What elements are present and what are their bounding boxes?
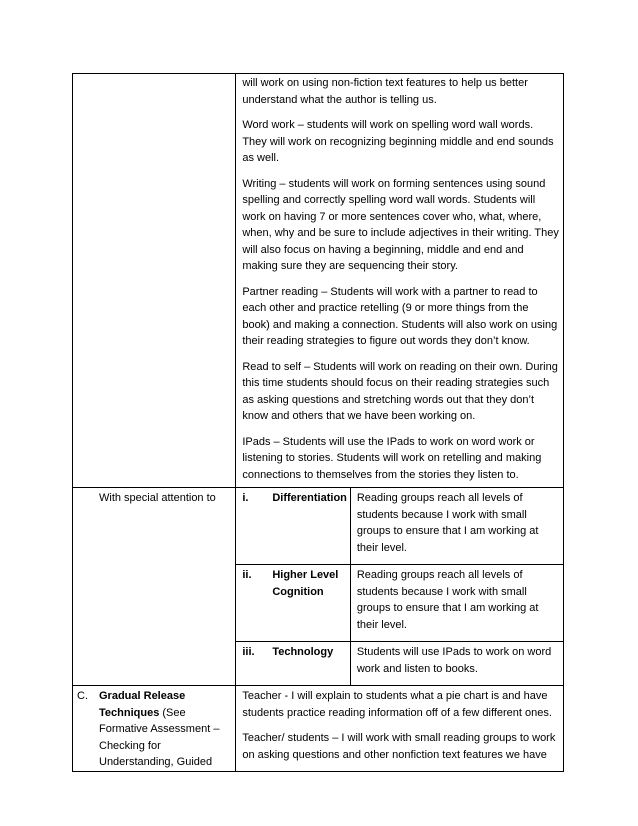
teacher-students-paragraph: Teacher/ students – I will work with small reading groups to work on asking questions and other nonfiction text features we have: [242, 732, 556, 761]
partner-reading-paragraph: Partner reading – Students will work with a partner to read to each other and practice retelling (9 or more things from the book) and making a connection. Students will also work on using their reading strategies to figure out words they don’t know.: [242, 285, 558, 347]
item-number: i.: [242, 492, 249, 504]
writing-paragraph: Writing – students will work on forming sentences using sound spelling and correctly spelling word wall words. Students will work on having 7 or more sentences cover who, what, where, when, why and be sure to include adjectives in their writing. They will also focus on having a beginning, middle and end and making sure they are sequencing their story.: [242, 177, 559, 272]
item-description: Reading groups reach all levels of students because I work with small groups to ensure that I am working at their level.: [350, 565, 563, 642]
item-number: iii.: [236, 642, 268, 686]
technology-row: [236, 642, 563, 686]
section-letter: C.: [77, 690, 88, 702]
continued-paragraph: will work on using non-fiction text features to help us better understand what the author is telling us.: [242, 77, 528, 106]
item-title: Technology: [268, 642, 350, 686]
gradual-release-row: [73, 686, 564, 772]
special-attention-cell: [236, 488, 564, 686]
teacher-paragraph: Teacher - I will explain to students what a pie chart is and have students practice reading information off of a few different ones.: [242, 690, 552, 719]
ipads-paragraph: IPads – Students will use the IPads to work on word work or listening to stories. Students will work on retelling and making connections to themselves from the stories they listen to.: [242, 435, 542, 481]
activities-cell: [236, 74, 564, 488]
item-title: Higher Level Cognition: [268, 565, 350, 642]
lesson-plan-table: [72, 73, 564, 772]
section-title-rest: (See Formative Assessment – Checking for Understanding, Guided: [99, 706, 220, 768]
gradual-release-label-cell: [73, 686, 236, 772]
word-work-paragraph: Word work – students will work on spelling word wall words. They will work on recognizing beginning middle and end sounds as well.: [242, 119, 554, 164]
section-title: [99, 688, 231, 771]
differentiation-row: [236, 488, 563, 565]
section-title-bold: Gradual Release Techniques: [99, 690, 186, 719]
special-attention-label: With special attention to: [73, 488, 236, 686]
higher-level-cognition-row: [236, 565, 563, 642]
activities-row: [73, 74, 564, 488]
gradual-release-cell: [236, 686, 564, 772]
read-to-self-paragraph: Read to self – Students will work on reading on their own. During this time students should focus on their reading strategies such as asking questions and stretching words out that they don’t know and others that we have been working on.: [242, 360, 558, 422]
item-description: Students will use IPads to work on word work and listen to books.: [350, 642, 563, 686]
special-attention-table: [236, 488, 563, 685]
item-description: Reading groups reach all levels of students because I work with small groups to ensure that I am working at their level.: [356, 492, 539, 554]
special-attention-row: [73, 488, 564, 686]
item-title: Differentiation: [268, 488, 350, 565]
item-number: ii.: [236, 565, 268, 642]
empty-label-cell: [73, 74, 236, 488]
